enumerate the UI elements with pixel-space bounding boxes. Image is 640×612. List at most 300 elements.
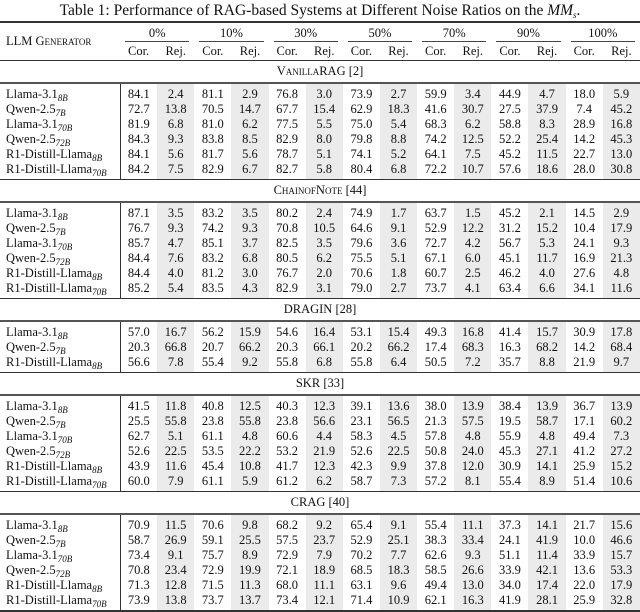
rej-header: Rej.: [231, 42, 268, 61]
model-base: Qwen-2.5: [6, 563, 56, 577]
rej-value: 21.3: [603, 251, 640, 266]
cor-value: 38.3: [424, 533, 447, 547]
cor-value: 79.6: [350, 236, 373, 250]
cor-value: 57.6: [498, 162, 521, 176]
cor-value: 82.9: [201, 162, 224, 176]
model-base: R1-Distill-Llama: [6, 147, 93, 161]
model-name: [0, 578, 120, 593]
rej-value: 5.4: [157, 281, 194, 299]
rej-value: 8.3: [528, 117, 565, 132]
model-base: Llama-3.1: [6, 87, 58, 101]
model-size: 70B: [92, 287, 107, 297]
cor-header: Cor.: [269, 42, 306, 61]
cor-value: 60.0: [127, 474, 150, 488]
model-size: 70B: [57, 242, 73, 252]
rej-value: 17.9: [603, 221, 640, 236]
cor-value: 34.0: [498, 578, 521, 592]
rej-value: 58.7: [528, 414, 565, 429]
llm-generator-header: LLM Generator: [0, 22, 120, 61]
cor-value: 24.1: [573, 236, 596, 250]
rej-value: 17.8: [603, 321, 640, 340]
model-name: [0, 236, 120, 251]
model-base: Qwen-2.5: [6, 340, 56, 354]
rej-value: 56.6: [306, 414, 343, 429]
rej-value: 5.5: [306, 117, 343, 132]
section-crag: [0, 492, 640, 612]
rej-value: 12.2: [454, 221, 491, 236]
model-name: [0, 444, 120, 459]
table-row: [0, 132, 640, 147]
table-row: [0, 414, 640, 429]
caption-math: [547, 2, 576, 19]
rej-value: 16.4: [306, 321, 343, 340]
cor-value: 21.3: [424, 414, 447, 428]
model-name: [0, 355, 120, 373]
cor-value: 19.5: [498, 414, 521, 428]
rej-value: 9.9: [380, 459, 417, 474]
cor-value: 52.9: [424, 221, 447, 235]
cor-value: 55.4: [424, 518, 447, 532]
model-base: Llama-3.1: [6, 399, 58, 413]
cor-value: 62.9: [350, 102, 373, 116]
cor-value: 84.4: [127, 266, 150, 280]
cor-value: 60.7: [424, 266, 447, 280]
rej-value: 60.2: [603, 414, 640, 429]
method-name: DRAGIN: [283, 302, 333, 316]
model-base: R1-Distill-Llama: [6, 266, 93, 280]
cor-value: 43.9: [127, 459, 150, 473]
rej-value: 13.0: [603, 147, 640, 162]
rej-header: Rej.: [157, 42, 194, 61]
cor-value: 71.3: [127, 578, 150, 592]
cor-value: 84.4: [127, 251, 150, 265]
model-base: Llama-3.1: [6, 325, 58, 339]
rej-value: 33.4: [454, 533, 491, 548]
rej-value: 15.4: [380, 321, 417, 340]
cor-value: 53.1: [350, 325, 373, 339]
cor-value: 65.4: [350, 518, 373, 532]
cor-value: 58.8: [498, 117, 521, 131]
rej-value: 12.8: [157, 578, 194, 593]
rej-value: 9.2: [231, 355, 268, 373]
cor-header: Cor.: [343, 42, 380, 61]
model-name: [0, 514, 120, 533]
rej-value: 12.3: [306, 459, 343, 474]
cor-value: 28.9: [573, 117, 596, 131]
rej-value: 26.6: [454, 563, 491, 578]
cor-value: 20.3: [276, 340, 299, 354]
rej-value: 6.0: [454, 251, 491, 266]
rej-value: 7.8: [157, 355, 194, 373]
section-title: [0, 299, 640, 322]
rej-value: 15.2: [528, 221, 565, 236]
cor-value: 25.5: [127, 414, 150, 428]
cor-value: 76.7: [127, 221, 150, 235]
cor-value: 53.2: [276, 444, 299, 458]
table-row: [0, 340, 640, 355]
table-row: [0, 578, 640, 593]
rej-value: 3.0: [306, 83, 343, 102]
cor-value: 72.9: [201, 563, 224, 577]
cor-value: 85.2: [127, 281, 150, 295]
model-base: Llama-3.1: [6, 117, 58, 131]
method-name: ChainofNote: [273, 183, 343, 197]
cor-value: 38.0: [424, 399, 447, 413]
cor-value: 78.7: [276, 147, 299, 161]
cor-value: 79.8: [350, 132, 373, 146]
table-row: [0, 533, 640, 548]
model-name: [0, 132, 120, 147]
caption-text: Table 1: Performance of RAG-based Systems at Different Noise Ratios on the: [59, 2, 548, 19]
method-name: VanillaRAG: [276, 64, 346, 78]
rej-value: 6.6: [528, 281, 565, 299]
rej-header: Rej.: [380, 42, 417, 61]
table-row: [0, 221, 640, 236]
rej-value: 23.4: [157, 563, 194, 578]
model-name: [0, 117, 120, 132]
model-size: 72B: [55, 138, 71, 148]
cor-value: 67.7: [276, 102, 299, 116]
table-row: [0, 266, 640, 281]
cor-value: 60.6: [276, 429, 299, 443]
cor-value: 40.8: [201, 399, 224, 413]
cor-value: 21.9: [573, 355, 596, 369]
model-size: 8B: [57, 331, 68, 341]
cor-value: 21.7: [573, 518, 596, 532]
model-base: R1-Distill-Llama: [6, 459, 93, 473]
model-size: 8B: [92, 584, 103, 594]
rej-value: 7.9: [306, 548, 343, 563]
rej-value: 3.0: [231, 266, 268, 281]
noise-ratio-header: [120, 22, 194, 42]
rej-value: 5.4: [380, 117, 417, 132]
rej-value: 5.3: [528, 236, 565, 251]
model-base: Qwen-2.5: [6, 251, 56, 265]
rej-value: 41.9: [528, 533, 565, 548]
cor-value: 84.1: [127, 87, 150, 101]
caption-math-base: MM: [547, 2, 574, 19]
section-header: [0, 180, 640, 203]
cor-value: 73.4: [127, 548, 150, 562]
model-base: Qwen-2.5: [6, 533, 56, 547]
rej-value: 10.6: [603, 474, 640, 492]
model-base: R1-Distill-Llama: [6, 593, 93, 607]
cor-value: 84.1: [127, 147, 150, 161]
cor-value: 81.0: [201, 117, 224, 131]
rej-value: 18.3: [380, 563, 417, 578]
cor-value: 35.7: [498, 355, 521, 369]
rej-value: 6.2: [231, 117, 268, 132]
rej-value: 27.1: [528, 444, 565, 459]
cor-value: 68.5: [350, 563, 373, 577]
cor-value: 30.9: [573, 325, 596, 339]
cor-value: 37.3: [498, 518, 521, 532]
rej-value: 9.3: [231, 221, 268, 236]
rej-value: 9.3: [157, 221, 194, 236]
rej-value: 8.8: [528, 355, 565, 373]
model-size: 72B: [55, 450, 71, 460]
rej-value: 15.4: [306, 102, 343, 117]
rej-value: 26.9: [157, 533, 194, 548]
model-name: [0, 533, 120, 548]
cor-value: 83.8: [201, 132, 224, 146]
rej-value: 13.9: [528, 395, 565, 414]
cor-value: 71.5: [201, 578, 224, 592]
model-base: R1-Distill-Llama: [6, 281, 93, 295]
rej-value: 11.6: [603, 281, 640, 299]
cor-value: 57.2: [424, 474, 447, 488]
cor-value: 40.3: [276, 399, 299, 413]
rej-value: 32.8: [603, 593, 640, 611]
section-skr: [0, 373, 640, 492]
rej-value: 14.7: [231, 102, 268, 117]
cor-value: 80.5: [276, 251, 299, 265]
cor-value: 31.2: [498, 221, 521, 235]
rej-value: 15.7: [528, 321, 565, 340]
rej-value: 53.3: [603, 563, 640, 578]
cor-header: Cor.: [417, 42, 454, 61]
rej-value: 55.8: [157, 414, 194, 429]
noise-ratio-header: [269, 22, 343, 42]
cor-value: 82.9: [276, 132, 299, 146]
rej-value: 9.8: [231, 514, 268, 533]
cor-value: 64.1: [424, 147, 447, 161]
rej-value: 15.7: [603, 548, 640, 563]
rej-value: 18.9: [306, 563, 343, 578]
rej-value: 8.5: [231, 132, 268, 147]
model-size: 8B: [57, 212, 68, 222]
rej-value: 9.1: [157, 548, 194, 563]
rej-header: Rej.: [603, 42, 640, 61]
cor-value: 36.7: [573, 399, 596, 413]
rej-header: Rej.: [528, 42, 565, 61]
cor-value: 24.1: [498, 533, 521, 547]
rej-value: 11.6: [157, 459, 194, 474]
model-name: [0, 563, 120, 578]
cor-value: 72.7: [127, 102, 150, 116]
method-name: SKR: [295, 376, 321, 390]
table-row: [0, 117, 640, 132]
section-header: [0, 373, 640, 396]
cor-header: Cor.: [491, 42, 528, 61]
cor-value: 27.5: [498, 102, 521, 116]
table-caption: [0, 0, 640, 21]
table-row: [0, 514, 640, 533]
cor-value: 73.4: [269, 593, 306, 611]
method-citation: [40]: [328, 495, 350, 509]
cor-value: 73.9: [350, 87, 373, 101]
rej-value: 4.0: [157, 266, 194, 281]
model-size: 70B: [57, 123, 73, 133]
cor-value: 33.9: [498, 563, 521, 577]
cor-value: 10.0: [573, 533, 596, 547]
model-base: Llama-3.1: [6, 429, 58, 443]
model-name: [0, 102, 120, 117]
model-name: [0, 83, 120, 102]
rej-value: 22.5: [380, 444, 417, 459]
cor-value: 75.0: [350, 117, 373, 131]
rej-value: 2.9: [603, 202, 640, 221]
table-row: [0, 548, 640, 563]
rej-value: 18.3: [380, 102, 417, 117]
model-name: [0, 251, 120, 266]
cor-value: 76.7: [276, 266, 299, 280]
rej-value: 68.3: [454, 340, 491, 355]
rej-value: 3.4: [454, 83, 491, 102]
rej-value: 11.7: [528, 251, 565, 266]
cor-value: 39.1: [350, 399, 373, 413]
cor-value: 33.9: [573, 548, 596, 562]
rej-value: 68.4: [603, 340, 640, 355]
section-header: [0, 299, 640, 322]
cor-value: 73.7: [194, 593, 231, 611]
cor-value: 58.7: [350, 474, 373, 488]
rej-value: 6.4: [380, 355, 417, 373]
model-name: [0, 548, 120, 563]
section-title: [0, 61, 640, 84]
noise-ratio-header: [566, 22, 640, 42]
noise-ratio-label: 30%: [274, 25, 338, 42]
cor-value: 70.9: [127, 518, 150, 532]
cor-value: 59.9: [424, 87, 447, 101]
cor-value: 13.6: [573, 563, 596, 577]
cor-value: 80.2: [276, 206, 299, 220]
model-size: 8B: [92, 465, 103, 475]
rej-value: 12.1: [306, 593, 343, 611]
noise-ratio-header: [194, 22, 268, 42]
cor-value: 57.5: [276, 533, 299, 547]
cor-value: 22.7: [573, 147, 596, 161]
cor-value: 53.5: [201, 444, 224, 458]
cor-value: 82.9: [276, 281, 299, 295]
rej-value: 4.3: [231, 281, 268, 299]
cor-value: 41.5: [127, 399, 150, 413]
cor-value: 73.7: [424, 281, 447, 295]
rej-value: 11.3: [231, 578, 268, 593]
rej-value: 45.3: [603, 132, 640, 147]
cor-value: 41.6: [424, 102, 447, 116]
table-row: [0, 236, 640, 251]
cor-value: 74.1: [350, 147, 373, 161]
rej-value: 7.5: [454, 147, 491, 162]
cor-value: 57.0: [127, 325, 150, 339]
model-base: Qwen-2.5: [6, 444, 56, 458]
cor-value: 72.9: [276, 548, 299, 562]
cor-value: 45.3: [498, 444, 521, 458]
model-name: [0, 395, 120, 414]
rej-value: 8.1: [454, 474, 491, 492]
rej-value: 15.6: [603, 514, 640, 533]
cor-value: 34.1: [573, 281, 596, 295]
rej-value: 30.7: [454, 102, 491, 117]
rej-value: 56.5: [380, 414, 417, 429]
cor-value: 50.8: [424, 444, 447, 458]
model-base: Qwen-2.5: [6, 414, 56, 428]
table-row: [0, 459, 640, 474]
rej-value: 5.6: [157, 147, 194, 162]
rej-value: 46.6: [603, 533, 640, 548]
cor-value: 55.9: [498, 429, 521, 443]
rej-value: 2.7: [380, 281, 417, 299]
cor-value: 52.6: [350, 444, 373, 458]
rej-value: 8.8: [380, 132, 417, 147]
cor-header: Cor.: [566, 42, 603, 61]
rej-value: 13.8: [157, 593, 194, 611]
model-size: 8B: [92, 361, 103, 371]
rej-value: 66.2: [380, 340, 417, 355]
model-name: [0, 221, 120, 236]
model-name: [0, 340, 120, 355]
cor-value: 37.8: [424, 459, 447, 473]
rej-value: 2.4: [306, 202, 343, 221]
cor-value: 58.7: [127, 533, 150, 547]
table-row: [0, 395, 640, 414]
rej-value: 6.7: [231, 162, 268, 180]
table-row: [0, 147, 640, 162]
method-citation: [44]: [345, 183, 367, 197]
model-base: Qwen-2.5: [6, 132, 56, 146]
model-size: 8B: [57, 524, 68, 534]
cor-value: 25.9: [566, 593, 603, 611]
rej-value: 4.1: [454, 281, 491, 299]
cor-value: 22.0: [573, 578, 596, 592]
rej-value: 5.1: [157, 429, 194, 444]
model-size: 70B: [57, 554, 73, 564]
cor-value: 45.1: [498, 251, 521, 265]
model-name: [0, 429, 120, 444]
cor-value: 77.5: [276, 117, 299, 131]
cor-value: 63.4: [498, 281, 521, 295]
rej-header: Rej.: [454, 42, 491, 61]
rej-value: 16.8: [603, 117, 640, 132]
rej-value: 5.2: [380, 147, 417, 162]
cor-value: 84.3: [127, 132, 150, 146]
rej-value: 13.9: [603, 395, 640, 414]
cor-value: 20.2: [350, 340, 373, 354]
rej-value: 6.8: [157, 117, 194, 132]
cor-value: 84.2: [127, 162, 150, 176]
model-size: 7B: [55, 227, 66, 237]
cor-value: 51.1: [498, 548, 521, 562]
rej-value: 16.8: [454, 321, 491, 340]
cor-value: 58.5: [424, 563, 447, 577]
rej-value: 11.5: [157, 514, 194, 533]
cor-value: 83.2: [201, 206, 224, 220]
cor-value: 58.3: [350, 429, 373, 443]
cor-value: 52.6: [127, 444, 150, 458]
model-name: [0, 474, 120, 492]
model-size: 8B: [92, 272, 103, 282]
rej-value: 13.8: [157, 102, 194, 117]
rej-value: 68.2: [528, 340, 565, 355]
rej-value: 9.6: [380, 578, 417, 593]
model-name: [0, 202, 120, 221]
rej-value: 7.9: [157, 474, 194, 492]
cor-value: 16.9: [573, 251, 596, 265]
rej-value: 11.1: [306, 578, 343, 593]
table-row: [0, 202, 640, 221]
model-size: 8B: [57, 93, 68, 103]
cor-value: 57.8: [424, 429, 447, 443]
rej-value: 2.5: [454, 266, 491, 281]
cor-value: 74.2: [424, 132, 447, 146]
rej-value: 12.5: [454, 132, 491, 147]
cor-value: 41.4: [498, 325, 521, 339]
rej-value: 66.8: [157, 340, 194, 355]
cor-value: 55.4: [498, 474, 521, 488]
rej-value: 19.9: [231, 563, 268, 578]
cor-value: 46.2: [498, 266, 521, 280]
